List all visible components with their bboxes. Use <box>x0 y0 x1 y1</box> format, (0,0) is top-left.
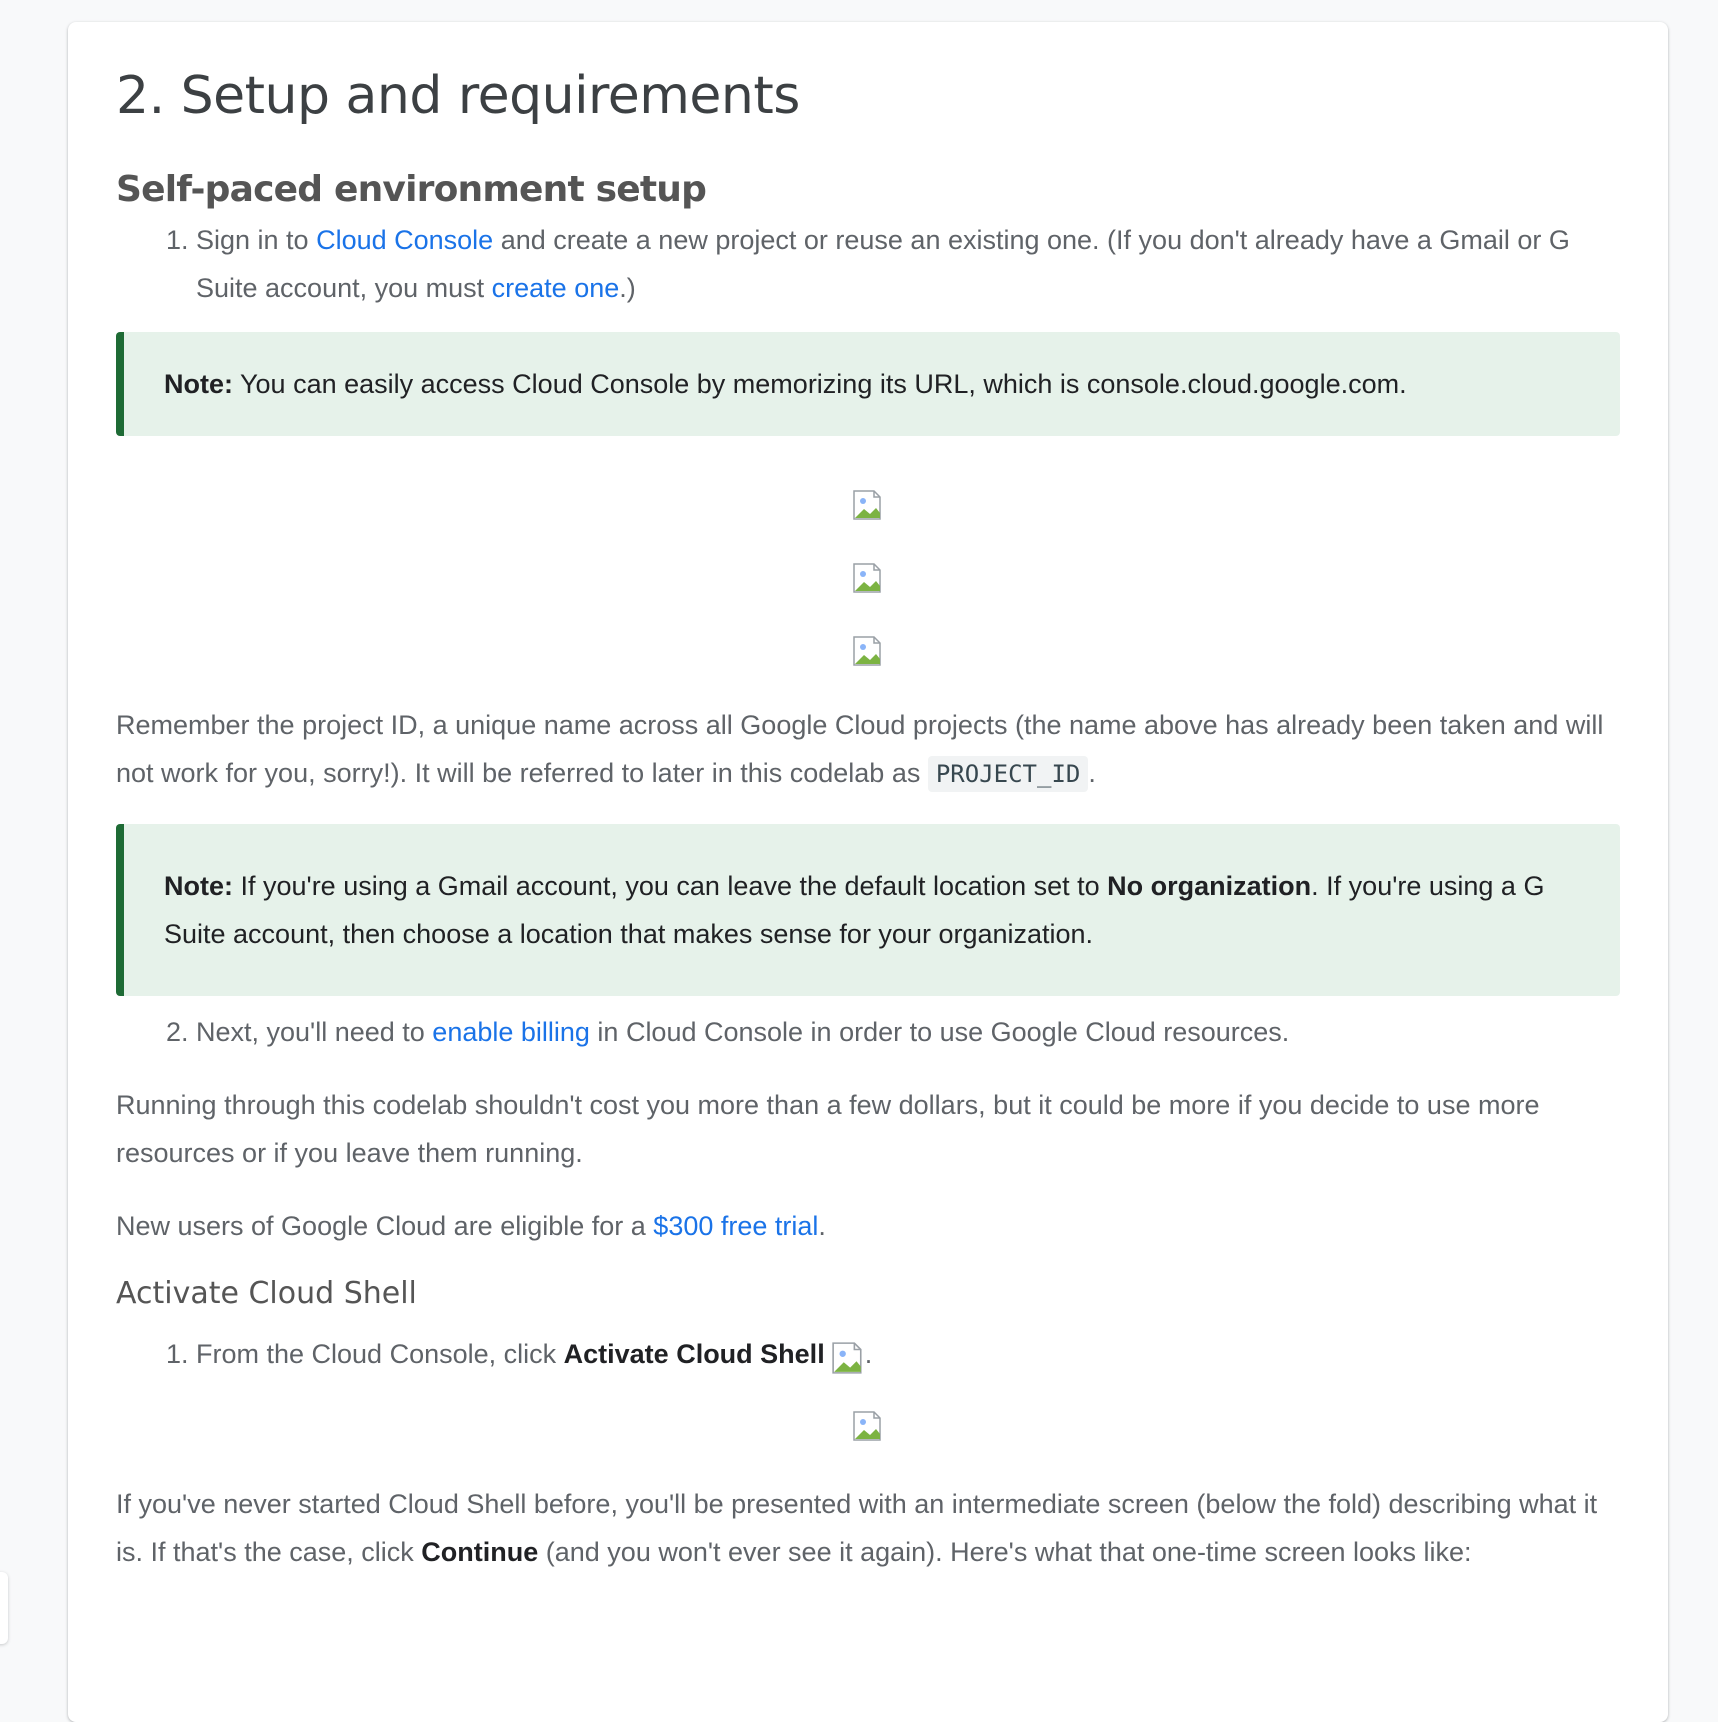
cloud-shell-icon[interactable] <box>831 1341 865 1375</box>
image-row <box>116 541 1620 614</box>
setup-steps-list <box>116 216 1620 312</box>
step-text: and create a new project or reuse an existing one. (If you don't already have a Gmail or G Suite account, you must <box>196 225 1570 303</box>
note-callout <box>116 824 1620 996</box>
step-text: . <box>864 1339 873 1369</box>
page-title: 2. Setup and requirements <box>116 66 800 126</box>
activate-cloud-shell-label: Activate Cloud Shell <box>563 1339 825 1369</box>
project-id-code: PROJECT_ID <box>928 756 1089 792</box>
paragraph-text: Remember the project ID, a unique name across all Google Cloud projects (the name above has already been taken and will not work for you, sorry!). It will be referred to later in this codelab as <box>116 710 1604 788</box>
section-heading: Self-paced environment setup <box>116 169 707 210</box>
note-callout <box>116 332 1620 436</box>
paragraph-text: . <box>1088 758 1096 788</box>
paragraph-text: (and you won't ever see it again). Here's what that one-time screen looks like: <box>538 1537 1472 1567</box>
setup-steps-list-continued <box>116 1008 1620 1056</box>
image-row <box>116 1378 1620 1474</box>
project-id-paragraph <box>116 701 1620 798</box>
note-text: . If you're using a G Suite account, then choose a location that makes sense for your organization. <box>164 871 1545 949</box>
note-text: You can easily access Cloud Console by memorizing its URL, which is console.cloud.google.com. <box>233 369 1407 399</box>
image-row <box>116 614 1620 687</box>
list-item <box>196 1330 1620 1378</box>
free-trial-link[interactable]: $300 free trial <box>653 1211 819 1241</box>
note-bold-text: No organization <box>1107 871 1312 901</box>
broken-image-icon <box>852 635 884 667</box>
paragraph-text: New users of Google Cloud are eligible for a <box>116 1211 654 1241</box>
step-text: From the Cloud Console, click <box>196 1339 564 1369</box>
list-item <box>196 216 1620 312</box>
broken-image-icon <box>852 1410 884 1442</box>
note-label: Note: <box>164 369 233 399</box>
note-text: If you're using a Gmail account, you can leave the default location set to <box>233 871 1108 901</box>
continue-label: Continue <box>421 1537 539 1567</box>
free-trial-paragraph <box>116 1202 1620 1250</box>
activate-cloud-shell-heading: Activate Cloud Shell <box>116 1276 417 1311</box>
cloud-console-link[interactable]: Cloud Console <box>316 225 494 255</box>
codelab-step-card <box>68 22 1668 1722</box>
broken-image-icon <box>852 489 884 521</box>
side-panel-edge <box>0 1572 8 1644</box>
activate-steps-list <box>116 1330 1620 1378</box>
note-label: Note: <box>164 871 233 901</box>
step-text: .) <box>619 273 636 303</box>
paragraph-text: If you've never started Cloud Shell before, you'll be presented with an intermediate screen (below the fold) describing what it is. If that's the case, click <box>116 1489 1598 1567</box>
step-text: in Cloud Console in order to use Google Cloud resources. <box>589 1017 1290 1047</box>
image-row <box>116 468 1620 541</box>
paragraph-text: . <box>818 1211 826 1241</box>
create-account-link[interactable]: create one <box>491 273 620 303</box>
enable-billing-link[interactable]: enable billing <box>432 1017 590 1047</box>
list-item <box>196 1008 1620 1056</box>
cost-paragraph: Running through this codelab shouldn't cost you more than a few dollars, but it could be more if you decide to use more resources or if you leave them running. <box>116 1090 1540 1168</box>
intermediate-screen-paragraph <box>116 1480 1620 1576</box>
step-text: Next, you'll need to <box>196 1017 433 1047</box>
step-text: Sign in to <box>196 225 317 255</box>
broken-image-icon <box>852 562 884 594</box>
